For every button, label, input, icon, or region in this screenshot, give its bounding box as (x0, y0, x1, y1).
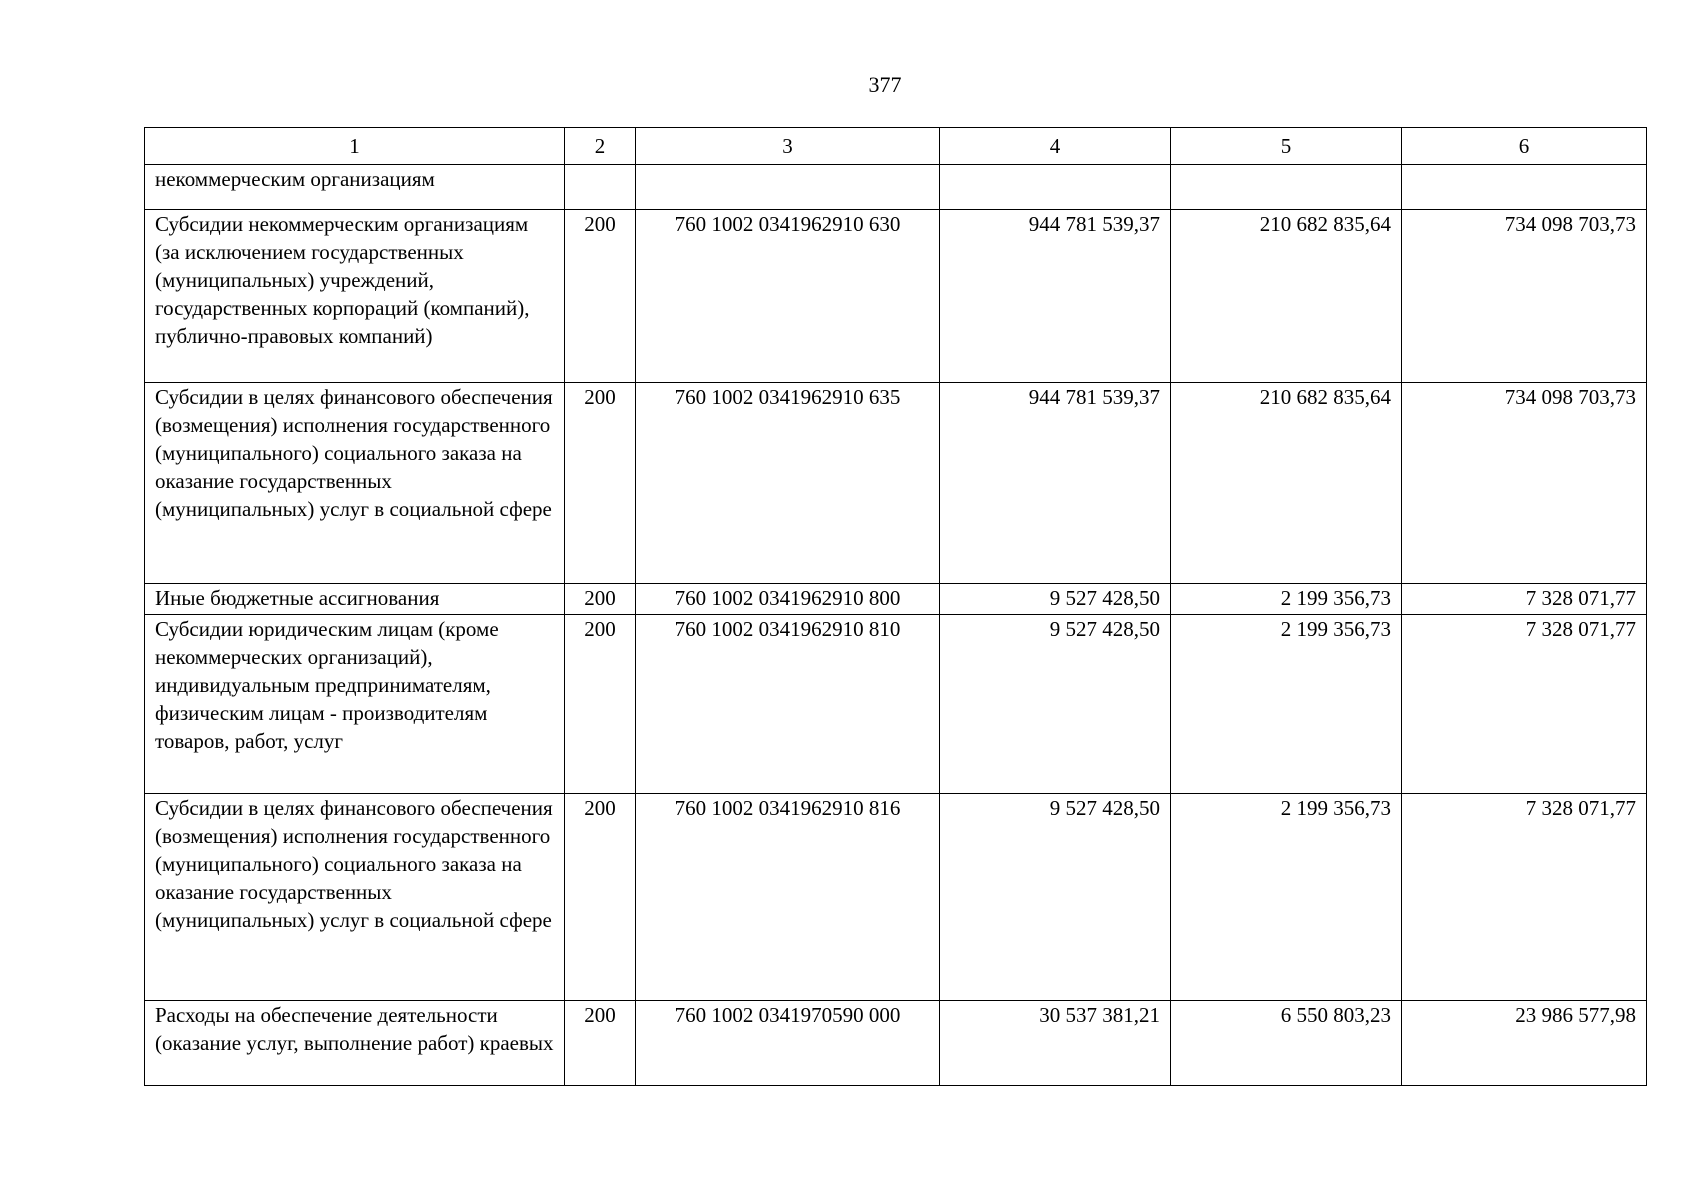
row-value-5: 210 682 835,64 (1171, 383, 1402, 584)
table-row (145, 210, 1647, 383)
row-value-6: 734 098 703,73 (1402, 210, 1647, 383)
row-value-6 (1402, 165, 1647, 210)
row-budget-code: 760 1002 0341962910 816 (636, 794, 940, 1001)
column-header-3: 3 (636, 128, 940, 165)
row-budget-code: 760 1002 0341962910 800 (636, 584, 940, 615)
row-budget-code: 760 1002 0341970590 000 (636, 1001, 940, 1086)
table-row (145, 615, 1647, 794)
row-name: Субсидии в целях финансового обеспечения (возмещения) исполнения государственного (муниципального) социального заказа на оказание государственных (муниципальных) услуг в социальной сфере (145, 794, 565, 1001)
row-revision: 200 (565, 615, 636, 794)
row-value-6: 7 328 071,77 (1402, 794, 1647, 1001)
column-header-2: 2 (565, 128, 636, 165)
row-value-5 (1171, 165, 1402, 210)
row-name: Субсидии некоммерческим организациям (за исключением государственных (муниципальных) учреждений, государственных корпораций (компаний), публично-правовых компаний) (145, 210, 565, 383)
row-budget-code (636, 165, 940, 210)
column-header-1: 1 (145, 128, 565, 165)
row-value-6: 23 986 577,98 (1402, 1001, 1647, 1086)
budget-table (144, 127, 1647, 1086)
row-value-5: 6 550 803,23 (1171, 1001, 1402, 1086)
page-number: 377 (868, 72, 902, 97)
row-value-4: 944 781 539,37 (940, 383, 1171, 584)
table-row (145, 383, 1647, 584)
row-revision (565, 165, 636, 210)
table-row (145, 1001, 1647, 1086)
row-value-6: 7 328 071,77 (1402, 584, 1647, 615)
row-value-5: 2 199 356,73 (1171, 794, 1402, 1001)
row-value-6: 7 328 071,77 (1402, 615, 1647, 794)
row-name: Иные бюджетные ассигнования (145, 584, 565, 615)
row-value-5: 2 199 356,73 (1171, 584, 1402, 615)
row-value-5: 210 682 835,64 (1171, 210, 1402, 383)
row-value-4: 944 781 539,37 (940, 210, 1171, 383)
row-budget-code: 760 1002 0341962910 630 (636, 210, 940, 383)
table-row (145, 794, 1647, 1001)
row-budget-code: 760 1002 0341962910 635 (636, 383, 940, 584)
row-revision: 200 (565, 794, 636, 1001)
table-row (145, 584, 1647, 615)
row-value-4 (940, 165, 1171, 210)
row-value-4: 30 537 381,21 (940, 1001, 1171, 1086)
row-budget-code: 760 1002 0341962910 810 (636, 615, 940, 794)
row-value-4: 9 527 428,50 (940, 615, 1171, 794)
table-header-row (145, 128, 1647, 165)
column-header-5: 5 (1171, 128, 1402, 165)
row-value-4: 9 527 428,50 (940, 584, 1171, 615)
row-revision: 200 (565, 584, 636, 615)
column-header-6: 6 (1402, 128, 1647, 165)
row-value-5: 2 199 356,73 (1171, 615, 1402, 794)
row-name: Субсидии в целях финансового обеспечения (возмещения) исполнения государственного (муниципального) социального заказа на оказание государственных (муниципальных) услуг в социальной сфере (145, 383, 565, 584)
row-name: некоммерческим организациям (145, 165, 565, 210)
row-name: Расходы на обеспечение деятельности (оказание услуг, выполнение работ) краевых (145, 1001, 565, 1086)
row-revision: 200 (565, 210, 636, 383)
row-revision: 200 (565, 383, 636, 584)
column-header-4: 4 (940, 128, 1171, 165)
row-revision: 200 (565, 1001, 636, 1086)
table-row (145, 165, 1647, 210)
row-value-4: 9 527 428,50 (940, 794, 1171, 1001)
row-value-6: 734 098 703,73 (1402, 383, 1647, 584)
row-name: Субсидии юридическим лицам (кроме некоммерческих организаций), индивидуальным предпринимателям, физическим лицам - производителям товаров, работ, услуг (145, 615, 565, 794)
